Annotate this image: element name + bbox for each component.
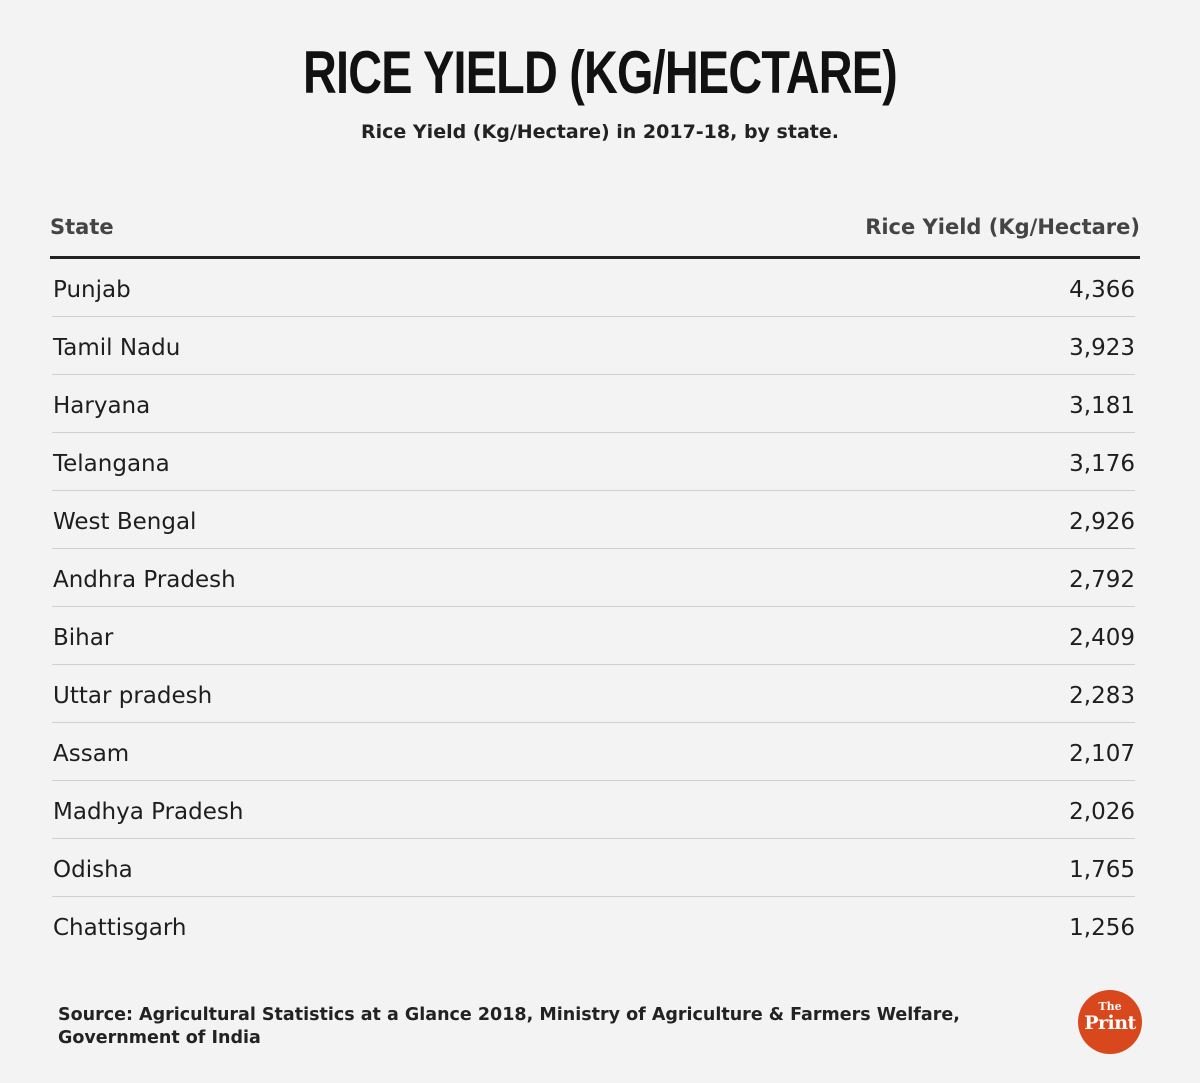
rice-yield-cell: 1,765 [1069, 857, 1135, 883]
state-cell: Telangana [53, 451, 170, 477]
table-row [52, 723, 1135, 781]
state-cell: Andhra Pradesh [53, 567, 236, 593]
theprint-logo [1078, 990, 1142, 1054]
rice-yield-cell: 2,926 [1069, 509, 1135, 535]
rice-yield-cell: 1,256 [1069, 915, 1135, 941]
rice-yield-cell: 2,283 [1069, 683, 1135, 709]
table-row [52, 491, 1135, 549]
column-header-rice-yield: Rice Yield (Kg/Hectare) [865, 215, 1140, 239]
rice-yield-cell: 3,923 [1069, 335, 1135, 361]
table-header [50, 204, 1140, 259]
data-table [50, 204, 1140, 954]
table-row [52, 665, 1135, 723]
state-cell: Madhya Pradesh [53, 799, 244, 825]
state-cell: Assam [53, 741, 130, 767]
rice-yield-cell: 2,107 [1069, 741, 1135, 767]
table-row [52, 781, 1135, 839]
logo-text-the: The [1098, 1000, 1122, 1013]
state-cell: West Bengal [53, 509, 197, 535]
rice-yield-cell: 2,026 [1069, 799, 1135, 825]
table-row [52, 607, 1135, 665]
chart-subtitle: Rice Yield (Kg/Hectare) in 2017-18, by state. [361, 121, 839, 143]
chart-title: RICE YIELD (KG/HECTARE) [303, 39, 897, 106]
rice-yield-cell: 3,181 [1069, 393, 1135, 419]
column-header-state: State [50, 215, 114, 239]
table-row [52, 549, 1135, 607]
rice-yield-cell: 2,792 [1069, 567, 1135, 593]
state-cell: Uttar pradesh [53, 683, 213, 709]
rice-yield-cell: 3,176 [1069, 451, 1135, 477]
table-row [52, 433, 1135, 491]
source-note [58, 1004, 1018, 1050]
table-row [52, 317, 1135, 375]
source-line-1: Source: Agricultural Statistics at a Glance 2018, Ministry of Agriculture & Farmers Welfare, [58, 1005, 960, 1025]
table-body [52, 259, 1135, 954]
state-cell: Tamil Nadu [53, 335, 181, 361]
source-line-2: Government of India [58, 1028, 261, 1048]
state-cell: Haryana [53, 393, 151, 419]
table-row [52, 259, 1135, 317]
state-cell: Odisha [53, 857, 133, 883]
table-row [52, 897, 1135, 954]
logo-text-print: Print [1084, 1012, 1136, 1034]
rice-yield-cell: 2,409 [1069, 625, 1135, 651]
state-cell: Chattisgarh [53, 915, 187, 941]
rice-yield-cell: 4,366 [1069, 277, 1135, 303]
table-row [52, 839, 1135, 897]
state-cell: Punjab [53, 277, 131, 303]
state-cell: Bihar [53, 625, 114, 651]
table-row [52, 375, 1135, 433]
